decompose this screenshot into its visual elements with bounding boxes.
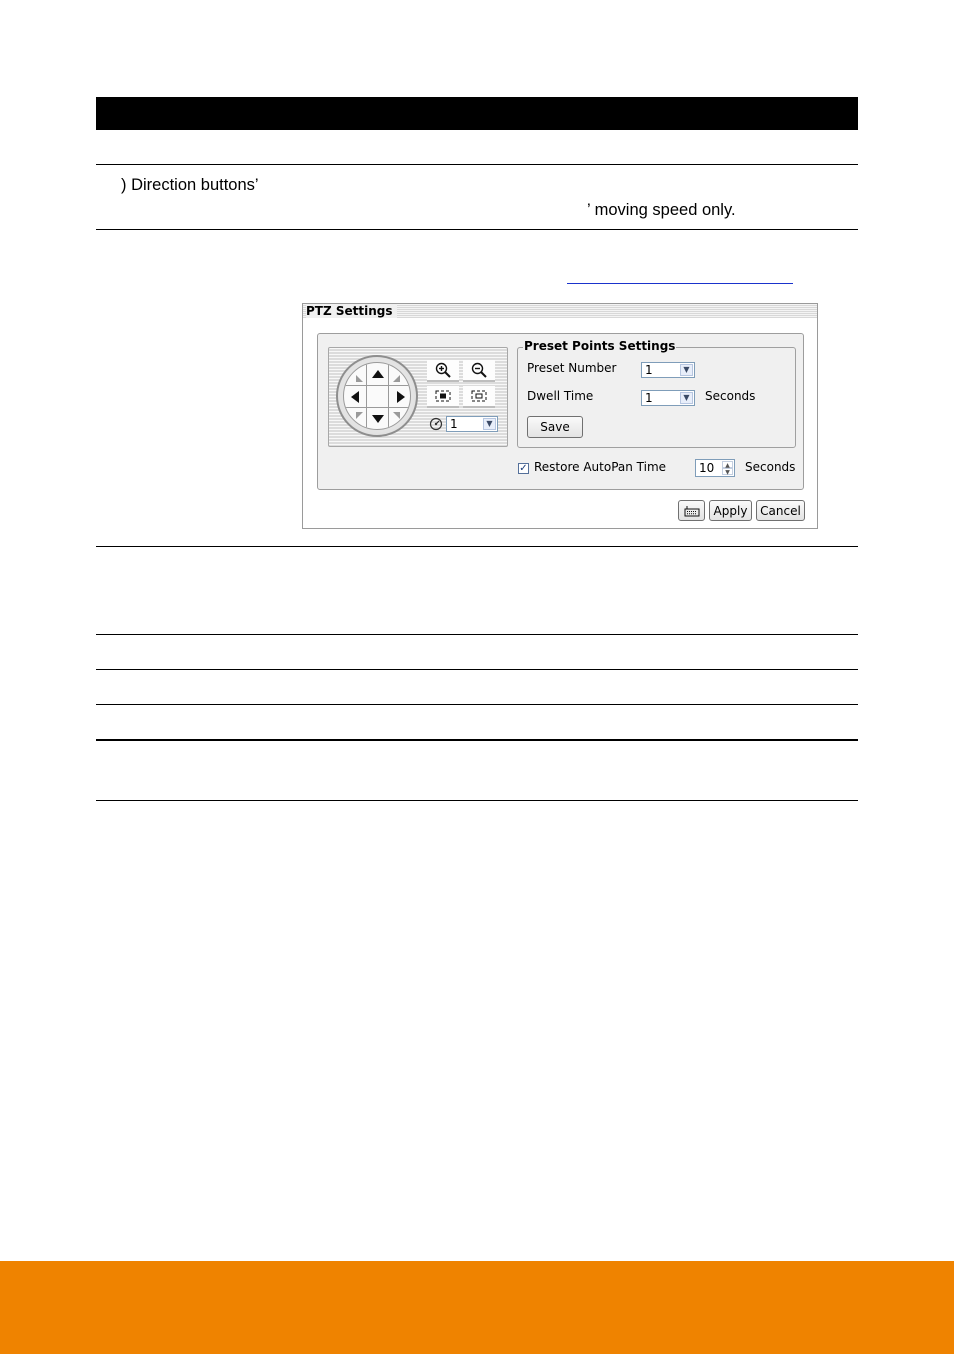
table-divider [96, 634, 858, 635]
focus-near-button[interactable] [427, 386, 459, 408]
chevron-down-icon: ▼ [483, 418, 496, 430]
autopan-time-value: 10 [699, 461, 715, 475]
pad-grid-line [344, 385, 411, 386]
chevron-down-icon: ▼ [680, 392, 693, 404]
pad-grid-line [366, 363, 367, 430]
down-arrow-button[interactable] [372, 415, 384, 423]
dialog-title: PTZ Settings [306, 304, 397, 318]
pad-grid-line [344, 407, 411, 408]
apply-button[interactable]: Apply [709, 500, 752, 521]
table-divider [96, 704, 858, 705]
save-button[interactable]: Save [527, 416, 583, 438]
zoom-in-icon [435, 362, 451, 378]
autopan-time-spinner[interactable] [695, 459, 735, 477]
settings-panel [317, 333, 804, 490]
down-right-arrow-button[interactable] [393, 412, 400, 419]
ptz-settings-dialog [302, 303, 818, 529]
spin-up-icon[interactable]: ▲ [722, 461, 733, 468]
speed-select-value: 1 [450, 417, 458, 431]
ptz-control-box [328, 347, 508, 447]
down-left-arrow-button[interactable] [356, 412, 363, 419]
focus-near-icon [435, 390, 451, 402]
zoom-out-button[interactable] [463, 360, 495, 382]
autopan-time-unit: Seconds [745, 460, 796, 474]
up-right-arrow-button[interactable] [393, 375, 400, 382]
table-divider [96, 739, 858, 741]
table-divider [96, 800, 858, 801]
dwell-time-unit: Seconds [705, 389, 756, 403]
keyboard-icon [684, 505, 700, 517]
dwell-time-value: 1 [645, 391, 653, 405]
direction-pad [336, 355, 418, 437]
dwell-time-label: Dwell Time [527, 389, 594, 403]
zoom-out-icon [471, 362, 487, 378]
dwell-time-select[interactable] [641, 390, 695, 406]
speed-select[interactable] [446, 416, 498, 432]
zoom-in-button[interactable] [427, 360, 459, 382]
restore-autopan-label: Restore AutoPan Time [534, 460, 667, 474]
chevron-down-icon: ▼ [680, 364, 693, 376]
right-arrow-button[interactable] [397, 391, 405, 403]
preset-number-value: 1 [645, 363, 653, 377]
focus-far-icon [471, 390, 487, 402]
direction-buttons-text: ) Direction buttons’ [121, 176, 259, 194]
hyperlink-underline[interactable] [567, 283, 793, 284]
cancel-button[interactable]: Cancel [756, 500, 805, 521]
restore-autopan-checkbox[interactable]: ✓ [519, 463, 528, 474]
table-divider [96, 546, 858, 547]
page-footer-bar [0, 1261, 954, 1354]
spin-down-icon[interactable]: ▼ [722, 468, 733, 475]
left-arrow-button[interactable] [351, 391, 359, 403]
up-left-arrow-button[interactable] [356, 375, 363, 382]
preset-group-title: Preset Points Settings [524, 339, 676, 353]
keyboard-button[interactable] [678, 500, 705, 521]
table-divider [96, 164, 858, 165]
up-arrow-button[interactable] [372, 370, 384, 378]
moving-speed-text: ’ moving speed only. [587, 201, 736, 219]
pad-grid-line [388, 363, 389, 430]
table-divider [96, 229, 858, 230]
table-header-bar [96, 97, 858, 130]
direction-pad-inner [343, 362, 411, 430]
focus-far-button[interactable] [463, 386, 495, 408]
preset-number-select[interactable] [641, 362, 695, 378]
preset-number-label: Preset Number [527, 361, 617, 375]
speed-icon [429, 417, 443, 431]
table-divider [96, 669, 858, 670]
